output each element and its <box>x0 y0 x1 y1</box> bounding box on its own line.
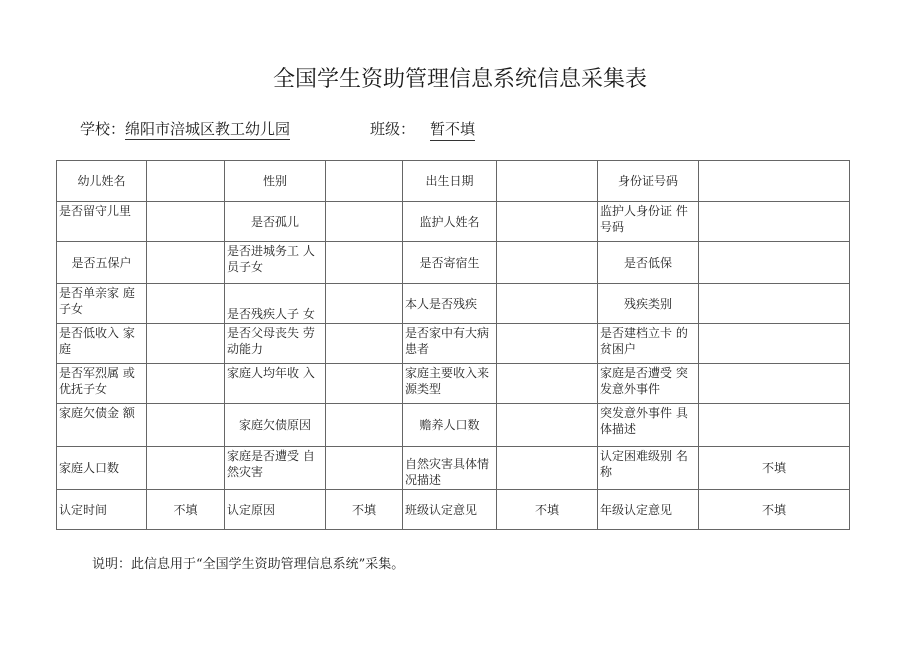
label-five-guarantee: 是否五保户 <box>57 242 147 284</box>
value-recognition-reason: 不填 <box>326 490 403 530</box>
value-single-parent[interactable] <box>147 284 225 324</box>
table-row <box>57 161 850 202</box>
label-registered-poor: 是否建档立卡 的贫困户 <box>598 324 699 364</box>
label-recognition-time: 认定时间 <box>57 490 147 530</box>
label-accident-description: 突发意外事件 具体描述 <box>598 404 699 447</box>
value-family-size[interactable] <box>147 447 225 490</box>
label-sudden-accident: 家庭是否遭受 突发意外事件 <box>598 364 699 404</box>
table-row <box>57 242 850 284</box>
label-family-debt-amount: 家庭欠债金 额 <box>57 404 147 447</box>
value-accident-description[interactable] <box>699 404 850 447</box>
label-military-family: 是否军烈属 或优抚子女 <box>57 364 147 404</box>
value-orphan[interactable] <box>326 202 403 242</box>
label-boarding: 是否寄宿生 <box>403 242 497 284</box>
value-recognition-time: 不填 <box>147 490 225 530</box>
label-class-opinion: 班级认定意见 <box>403 490 497 530</box>
label-disaster-description: 自然灾害具体情况描述 <box>403 447 497 490</box>
label-disabled-parent-child: 是否残疾人子 女 <box>225 284 326 324</box>
value-left-behind[interactable] <box>147 202 225 242</box>
label-parents-unable-work: 是否父母丧失 劳动能力 <box>225 324 326 364</box>
value-family-debt-reason[interactable] <box>326 404 403 447</box>
info-collection-table <box>56 160 850 530</box>
label-migrant-worker-child: 是否进城务工 人员子女 <box>225 242 326 284</box>
school-line <box>80 118 290 139</box>
value-military-family[interactable] <box>147 364 225 404</box>
label-single-parent: 是否单亲家 庭子女 <box>57 284 147 324</box>
label-family-debt-reason: 家庭欠债原因 <box>225 404 326 447</box>
value-serious-illness[interactable] <box>497 324 598 364</box>
value-boarding[interactable] <box>497 242 598 284</box>
label-disability-type: 残疾类别 <box>598 284 699 324</box>
value-sudden-accident[interactable] <box>699 364 850 404</box>
value-dependents-count[interactable] <box>497 404 598 447</box>
school-value: 绵阳市涪城区教工幼儿园 <box>125 120 291 138</box>
value-natural-disaster[interactable] <box>326 447 403 490</box>
value-disability-type[interactable] <box>699 284 850 324</box>
value-birth-date[interactable] <box>497 161 598 202</box>
value-disabled-parent-child[interactable] <box>326 284 403 324</box>
label-difficulty-level: 认定困难级别 名称 <box>598 447 699 490</box>
label-id-number: 身份证号码 <box>598 161 699 202</box>
label-child-name: 幼儿姓名 <box>57 161 147 202</box>
label-guardian-id: 监护人身份证 件号码 <box>598 202 699 242</box>
value-income-source[interactable] <box>497 364 598 404</box>
value-self-disabled[interactable] <box>497 284 598 324</box>
table-row <box>57 284 850 324</box>
page-title: 全国学生资助管理信息系统信息采集表 <box>272 67 647 92</box>
label-self-disabled: 本人是否残疾 <box>403 284 497 324</box>
table-row <box>57 364 850 404</box>
label-birth-date: 出生日期 <box>403 161 497 202</box>
class-value: 暂不填 <box>430 118 475 141</box>
school-label: 学校： <box>80 120 126 138</box>
label-income-source: 家庭主要收入来源类型 <box>403 364 497 404</box>
value-low-income-subsidy[interactable] <box>699 242 850 284</box>
value-difficulty-level: 不填 <box>699 447 850 490</box>
label-per-capita-income: 家庭人均年收 入 <box>225 364 326 404</box>
label-family-size: 家庭人口数 <box>57 447 147 490</box>
label-guardian-name: 监护人姓名 <box>403 202 497 242</box>
table-row <box>57 490 850 530</box>
label-left-behind: 是否留守儿里 <box>57 202 147 242</box>
label-low-income-subsidy: 是否低保 <box>598 242 699 284</box>
value-per-capita-income[interactable] <box>326 364 403 404</box>
class-label: 班级： <box>370 120 416 138</box>
value-class-opinion: 不填 <box>497 490 598 530</box>
value-five-guarantee[interactable] <box>147 242 225 284</box>
value-id-number[interactable] <box>699 161 850 202</box>
value-low-income-family[interactable] <box>147 324 225 364</box>
table-row <box>57 447 850 490</box>
value-guardian-name[interactable] <box>497 202 598 242</box>
label-low-income-family: 是否低收入 家庭 <box>57 324 147 364</box>
value-gender[interactable] <box>326 161 403 202</box>
value-registered-poor[interactable] <box>699 324 850 364</box>
table-row <box>57 202 850 242</box>
value-grade-opinion: 不填 <box>699 490 850 530</box>
label-serious-illness: 是否家中有大病患者 <box>403 324 497 364</box>
value-child-name[interactable] <box>147 161 225 202</box>
value-migrant-worker-child[interactable] <box>326 242 403 284</box>
table-row <box>57 324 850 364</box>
label-natural-disaster: 家庭是否遭受 自然灾害 <box>225 447 326 490</box>
label-gender: 性别 <box>225 161 326 202</box>
label-dependents-count: 赡养人口数 <box>403 404 497 447</box>
footnote: 说明：此信息用于“全国学生资助管理信息系统”采集。 <box>92 557 405 572</box>
value-guardian-id[interactable] <box>699 202 850 242</box>
label-grade-opinion: 年级认定意见 <box>598 490 699 530</box>
value-parents-unable-work[interactable] <box>326 324 403 364</box>
label-recognition-reason: 认定原因 <box>225 490 326 530</box>
table-row <box>57 404 850 447</box>
label-orphan: 是否孤儿 <box>225 202 326 242</box>
value-family-debt-amount[interactable] <box>147 404 225 447</box>
value-disaster-description[interactable] <box>497 447 598 490</box>
